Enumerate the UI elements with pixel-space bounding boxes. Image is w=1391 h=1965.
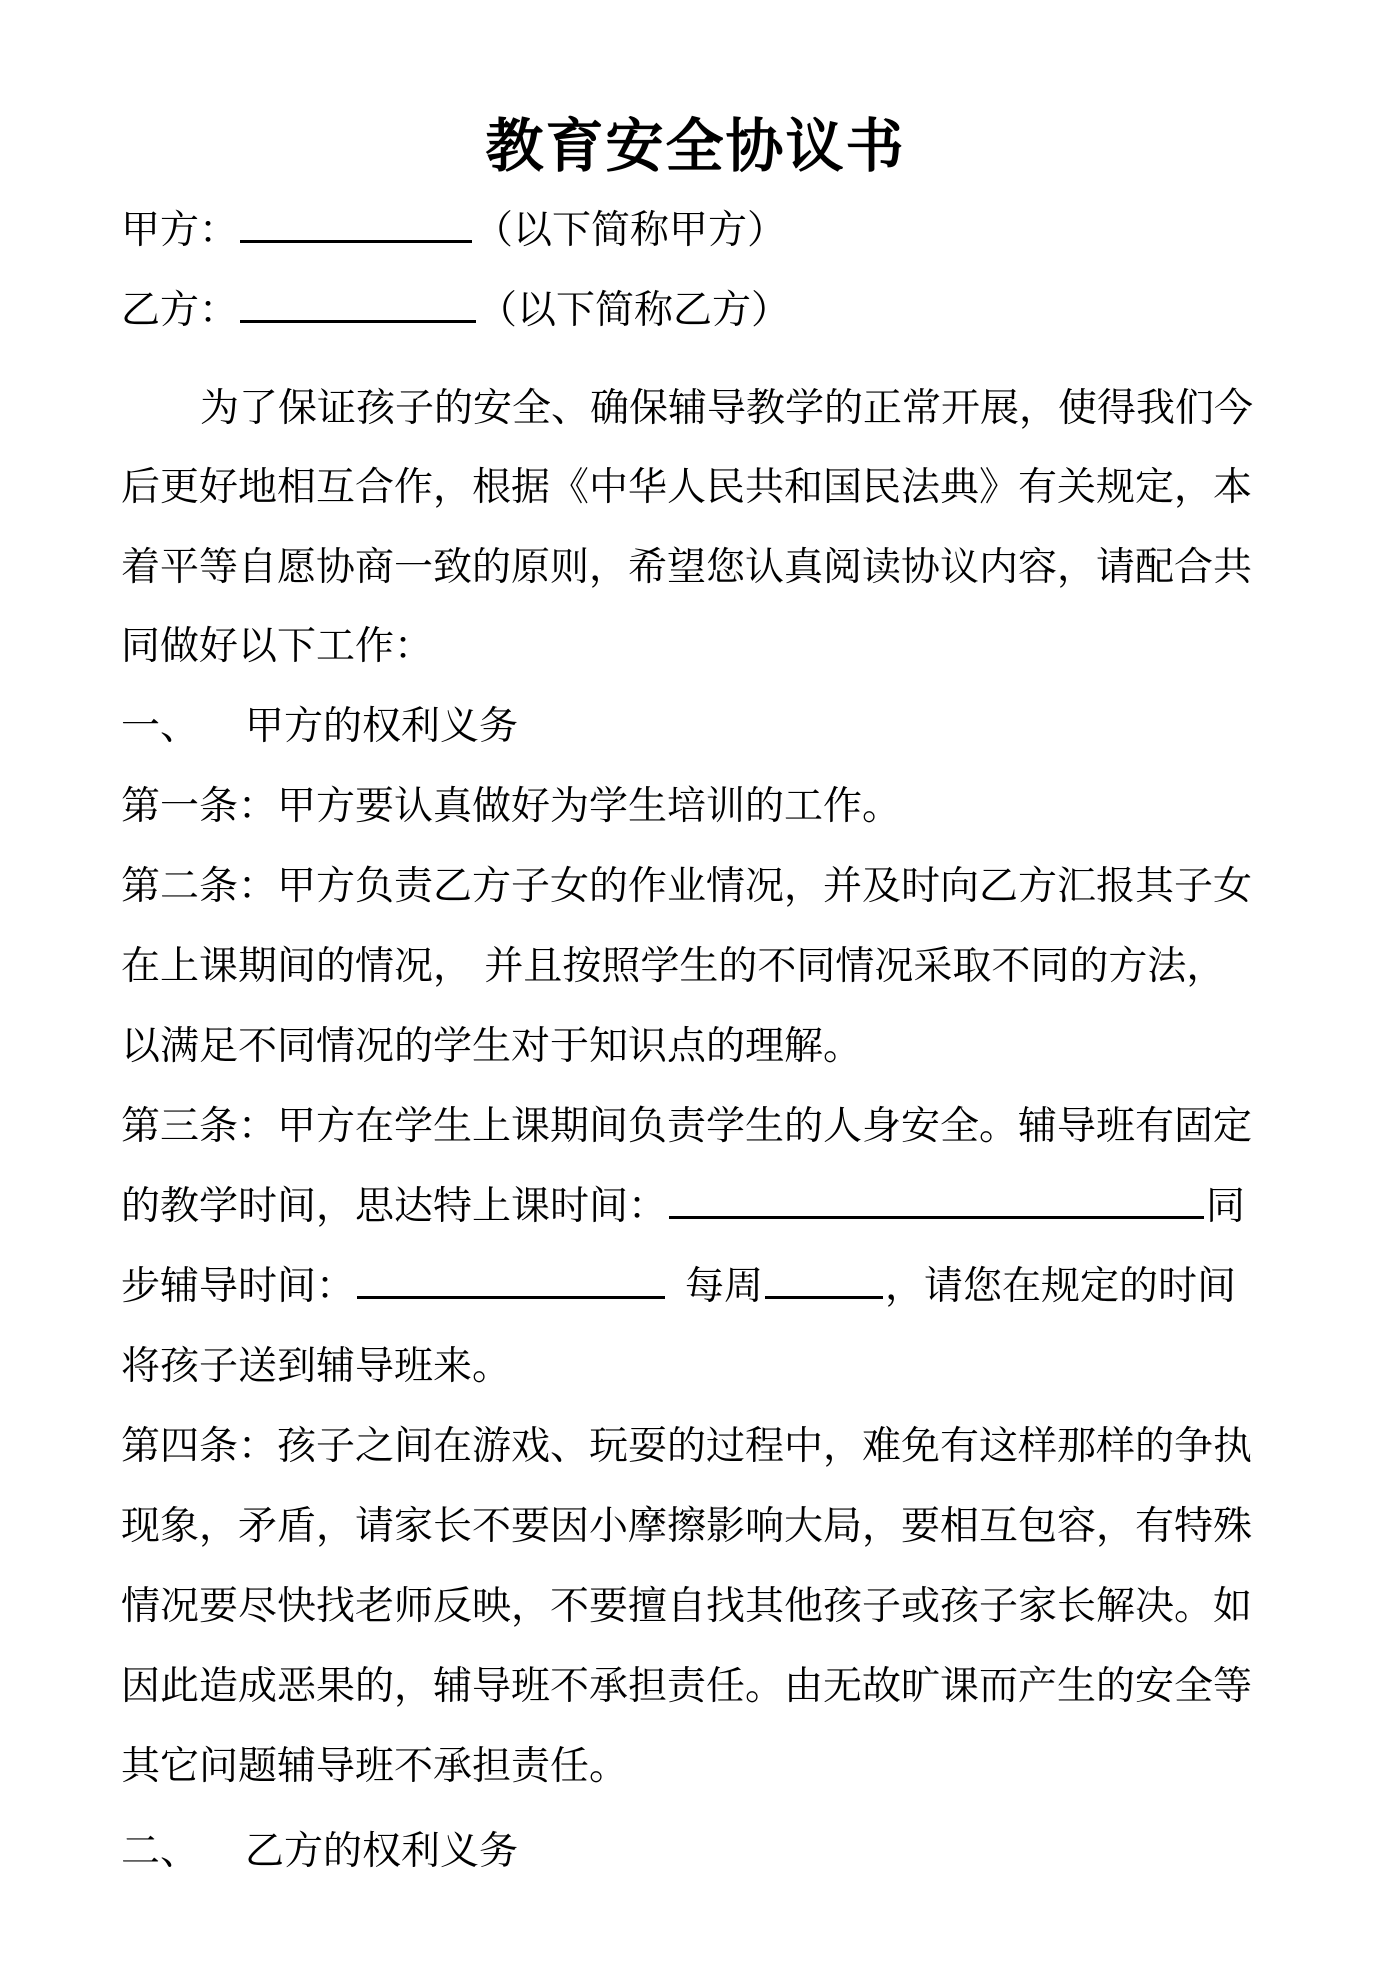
section-heading-2 xyxy=(121,1824,1281,1880)
clause-3-instruction: ，请您在规定的时间 xyxy=(885,1264,1237,1309)
clause-4-line: 现象，矛盾，请家长不要因小摩擦影响大局，要相互包容，有特殊 xyxy=(121,1504,1253,1549)
section-title: 甲方的权利义务 xyxy=(245,704,519,749)
tutoring-time-blank[interactable] xyxy=(357,1260,665,1299)
intro-line: 后更好地相互合作，根据《中华人民共和国民法典》有关规定，本 xyxy=(121,465,1253,510)
intro-line: 着平等自愿协商一致的原则，希望您认真阅读协议内容，请配合共 xyxy=(121,545,1253,590)
section-number: 二、 xyxy=(121,1829,200,1874)
clause-4-line: 第四条：孩子之间在游戏、玩耍的过程中，难免有这样那样的争执 xyxy=(121,1424,1253,1469)
document-title: 教育安全协议书 xyxy=(485,112,906,180)
clause-4-line: 因此造成恶果的，辅导班不承担责任。由无故旷课而产生的安全等 xyxy=(121,1664,1253,1709)
party-b-line xyxy=(121,283,1281,339)
clause-3-line xyxy=(121,1259,1281,1315)
weekly-label: 每周 xyxy=(685,1264,764,1309)
weekly-blank[interactable] xyxy=(765,1260,883,1299)
clause-2-line: 在上课期间的情况， 并且按照学生的不同情况采取不同的方法， xyxy=(121,944,1226,989)
section-number: 一、 xyxy=(121,704,200,749)
intro-line: 为了保证孩子的安全、确保辅导教学的正常开展，使得我们今 xyxy=(200,386,1254,431)
party-a-label: 甲方： xyxy=(121,208,239,253)
tutoring-time-label: 步辅导时间： xyxy=(121,1264,356,1309)
clause-2-line: 第二条：甲方负责乙方子女的作业情况，并及时向乙方汇报其子女 xyxy=(121,864,1253,909)
party-a-line xyxy=(121,203,1281,259)
clause-3-line: 第三条：甲方在学生上课期间负责学生的人身安全。辅导班有固定 xyxy=(121,1104,1253,1149)
intro-line: 同做好以下工作： xyxy=(121,624,434,669)
party-b-label: 乙方： xyxy=(121,288,239,333)
party-b-suffix: （以下简称乙方） xyxy=(478,288,791,333)
party-b-blank[interactable] xyxy=(240,284,476,323)
class-time-blank[interactable] xyxy=(669,1180,1204,1219)
section-heading-1 xyxy=(121,699,1281,755)
class-time-label: 的教学时间，思达特上课时间： xyxy=(121,1184,668,1229)
clause-1: 第一条：甲方要认真做好为学生培训的工作。 xyxy=(121,784,902,829)
clause-3-line: 将孩子送到辅导班来。 xyxy=(121,1344,512,1389)
section-title: 乙方的权利义务 xyxy=(245,1829,519,1874)
clause-2-line: 以满足不同情况的学生对于知识点的理解。 xyxy=(121,1024,863,1069)
clause-3-tail: 同 xyxy=(1206,1184,1246,1229)
clause-3-line xyxy=(121,1179,1281,1235)
clause-4-line: 情况要尽快找老师反映，不要擅自找其他孩子或孩子家长解决。如 xyxy=(121,1584,1253,1629)
clause-4-line: 其它问题辅导班不承担责任。 xyxy=(121,1744,629,1789)
party-a-suffix: （以下简称甲方） xyxy=(474,208,787,253)
party-a-blank[interactable] xyxy=(240,204,472,243)
